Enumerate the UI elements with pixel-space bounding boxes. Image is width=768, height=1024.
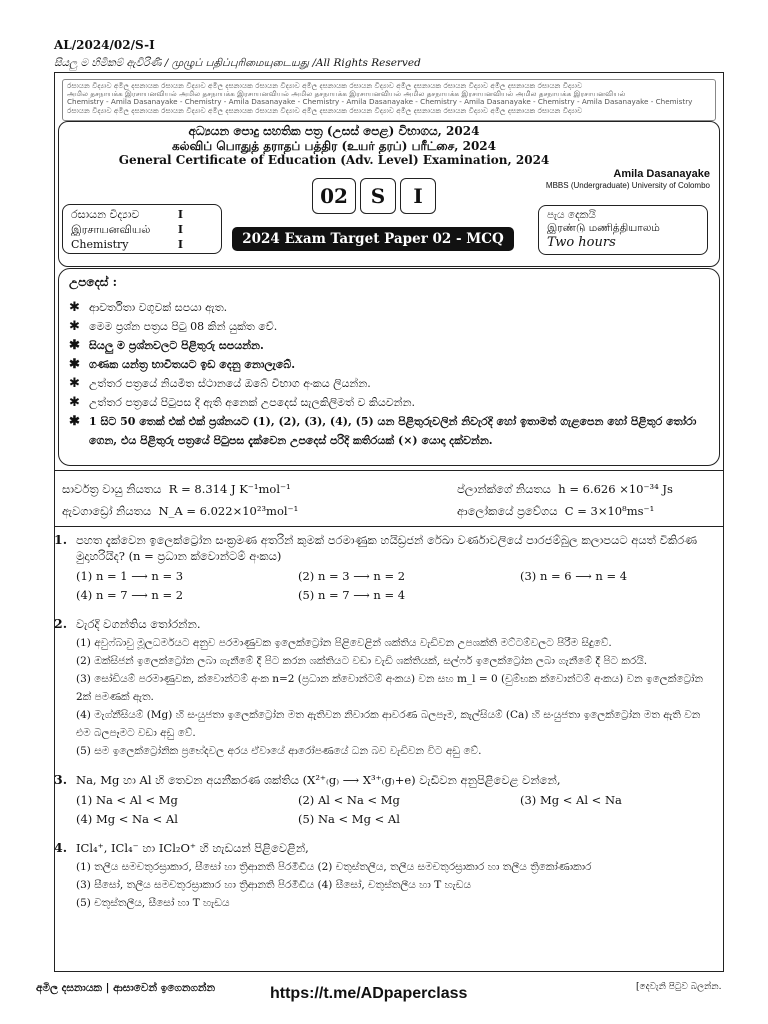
watermark-strip xyxy=(62,79,716,121)
questions-list xyxy=(54,532,724,918)
option: (4) n = 7 ⟶ n = 2 xyxy=(76,588,184,602)
subject-row xyxy=(71,208,213,223)
instruction-item: ✱ සියලු ම ප්‍රශ්නවලට පිළිතුරු සපයන්න. xyxy=(69,336,709,355)
exam-year-si: 2024 xyxy=(446,124,480,138)
light-speed-label: ආලෝකයේ ප්‍රවේගය xyxy=(457,503,558,518)
footer-author: අමිල දසනායක | ආසාවෙන් ඉගෙනගන්න xyxy=(36,982,215,994)
question-stem: වැරදි වගන්තිය තෝරන්න. xyxy=(76,617,201,631)
instructions-list xyxy=(69,298,709,450)
watermark-line: அமில தசநாயக்க இரசாயனவியல் அமில தசநாயக்க இரசாயனவியல் அமில தசநாயக்க இரசாயனவியல் அமில தசநாயக்க இரசாயனவியல் அமில தசநாயக்க இரசாயனவியல் xyxy=(67,89,626,99)
planck-constant xyxy=(387,482,712,497)
avogadro-constant xyxy=(62,504,387,519)
avogadro-constant-value: N_A = 6.022×10²³mol⁻¹ xyxy=(158,503,299,518)
subject-num: I xyxy=(177,238,183,251)
duration-box xyxy=(538,205,708,255)
option: (5) Na < Mg < Al xyxy=(298,812,400,826)
paper-banner: 2024 Exam Target Paper 02 - MCQ xyxy=(232,227,514,251)
option: (2) n = 3 ⟶ n = 2 xyxy=(298,569,406,583)
instruction-item: ✱ 1 සිට 50 තෙක් එක් එක් ප්‍රශ්නයට (1), (2), (3), (4), (5) යන පිළිතුරුවලින් නිවැරදි හෝ ඉතාමත් ගැළපෙන හෝ පිළිතුර තෝරා ගෙන, එය පිළිතුරු පත්‍රයේ පිටුපස දැක්වෙන උපදෙස් පරිදි කතිරයක් (×) යොදා දක්වන්න. xyxy=(69,412,709,450)
exam-year-en: 2024 xyxy=(515,153,550,167)
constants-block xyxy=(62,478,712,522)
light-speed-value: C = 3×10⁸ms⁻¹ xyxy=(564,503,655,518)
code-box-subject: S xyxy=(360,178,396,214)
option: (1) අවුෆ්බාවු මූලධර්මයට අනුව පරමාණුවක ඉලෙක්ට්‍රෝන පිළිවෙළින් ශක්තිය වැඩිවන උපශක්ති මට්ටම්වලට පිරීම සිදුවේ. xyxy=(76,637,612,649)
exam-title-ta: கல்விப் பொதுத் தராதப் பத்திர (உயர் தரப்) பரீட்சை, 2024 xyxy=(171,139,497,153)
option: (4) මැග්නීසියම් (Mg) හි සංයුජතා ඉලෙක්ට්‍රෝන මත ඇතිවන නිවාරක ආවරණ බලපෑම, කැල්සියම් (Ca) හි සංයුජතා ඉලෙක්ට්‍රෝන මත ඇති වන එම බලපෑමට වඩා අඩු වේ. xyxy=(76,709,701,739)
code-box-part: I xyxy=(400,178,436,214)
watermark-line: Chemistry - Amila Dasanayake - Chemistry - Amila Dasanayake - Chemistry - Amila Dasanayake - Chemistry - Amila Dasanayake - Chemistry - Amila Dasanayake - Chemistry xyxy=(67,97,693,107)
duration-ta: இரண்டு மணித்தியாலம் xyxy=(547,222,660,234)
question-options xyxy=(76,858,714,912)
paper-code-boxes xyxy=(312,178,436,214)
constants-row xyxy=(62,478,712,500)
instruction-item: ✱ මෙම ප්‍රශ්න පත්‍රය පිටු 08 කින් යුක්ත වේ. xyxy=(69,317,709,336)
author-name: Amila Dasanayake xyxy=(613,168,710,180)
subject-num: I xyxy=(177,223,183,236)
question-options xyxy=(76,791,714,828)
subject-name-si: රසායන විද්‍යාව xyxy=(71,208,140,221)
avogadro-constant-label: ඇවගාඩ්‍රෝ නියතය xyxy=(62,503,152,518)
exam-title-si-text: අධ්‍යයන පොදු සහතික පත්‍ර (උසස් පෙළ) විභාගය, xyxy=(188,124,442,138)
option: (2) ඔක්සිජන් ඉලෙක්ට්‍රෝන ලබා ගැනීමේ දී පිට කරන ශක්තියට වඩා වැඩි ශක්තියක්, සල්ෆර් ඉලෙක්ට්‍රෝන ලබා ගැනීමේ දී පිට කරයි. xyxy=(76,655,648,667)
question-4 xyxy=(54,840,714,912)
question-number: 3. xyxy=(54,772,68,787)
question-stem: Na, Mg හා Al හි තෙවන අයනීකරණ ශක්තිය (X²⁺₍g₎ ⟶ X³⁺₍g₎+e) වැඩිවන අනුපිළිවෙළ වන්නේ, xyxy=(76,773,561,787)
subject-box xyxy=(62,204,222,254)
question-2 xyxy=(54,616,714,760)
divider xyxy=(54,470,724,471)
subject-name-ta: இரசாயனவியல் xyxy=(71,223,151,236)
exam-title-en-text: General Certificate of Education (Adv. Level) Examination, xyxy=(118,153,512,167)
option: (5) සම ඉලෙක්ට්‍රෝනික ප්‍රභේදවල අරය ඒවායේ ආරෝපණයේ ධන බව වැඩිවන විට අඩු වේ. xyxy=(76,745,482,757)
question-1 xyxy=(54,532,714,604)
paper-code: AL/2024/02/S-I xyxy=(54,38,155,52)
subject-num: I xyxy=(177,208,183,221)
duration-si: පැය දෙකයි xyxy=(547,209,596,221)
gas-constant-value: R = 8.314 J K⁻¹mol⁻¹ xyxy=(168,481,291,496)
instruction-item: ✱ උත්තර පත්‍රයේ පිටුපස දී ඇති අනෙක් උපදෙස් සැලකිලිමත් ව කියවන්න. xyxy=(69,393,709,412)
option: (5) n = 7 ⟶ n = 4 xyxy=(298,588,406,602)
watermark-line: රසායන විද්‍යාව අමිල දසනායක රසායන විද්‍යාව අමිල දසනායක රසායන විද්‍යාව අමිල දසනායක රසායන විද්‍යාව අමිල දසනායක රසායන විද්‍යාව අමිල දසනායක රසායන විද්‍යාව xyxy=(67,81,583,90)
watermark-line: රසායන විද්‍යාව අමිල දසනායක රසායන විද්‍යාව අමිල දසනායක රසායන විද්‍යාව අමිල දසනායක රසායන විද්‍යාව අමිල දසනායක රසායන විද්‍යාව අමිල දසනායක රසායන විද්‍යාව xyxy=(67,105,583,115)
code-box-paper: 02 xyxy=(312,178,356,214)
instruction-item: ✱ ගණක යන්ත්‍ර භාවිතයට ඉඩ දෙනු නොලැබේ. xyxy=(69,355,709,374)
rights-line: සියලු ම හිමිකම් ඇවිරිණි / முழுப் பதிப்புரிமையுடையது /All Rights Reserved xyxy=(54,57,421,69)
question-stem: පහත දැක්වෙන ඉලෙක්ට්‍රෝන සංක්‍රමණ අතරින් කුමක් පරමාණුක හයිඩ්‍රජන් රේඛා වර්ණාවලියේ පාරජම්බුල කලාපයට අයත් විකිරණ මුදාහරියිද? (n = ප්‍රධාන ක්වොන්ටම් අංකය) xyxy=(76,533,698,563)
footer-telegram-link[interactable]: https://t.me/ADpaperclass xyxy=(270,985,468,1002)
question-number: 2. xyxy=(54,616,68,631)
question-options xyxy=(76,567,714,604)
option: (4) Mg < Na < Al xyxy=(76,812,178,826)
option: (3) Mg < Al < Na xyxy=(520,793,622,807)
planck-constant-label: ප්ලාන්ක්ගේ නියතය xyxy=(457,481,551,496)
instruction-item: ✱ උත්තර පත්‍රයේ නියමිත ස්ථානයේ ඔබේ විභාග අංකය ලියන්න. xyxy=(69,374,709,393)
author-credentials: MBBS (Undergraduate) University of Colombo xyxy=(545,181,710,190)
light-speed xyxy=(387,504,712,519)
option: (3) සෝඩියම් පරමාණුවක, ක්වොන්ටම් අංක n=2 (ප්‍රධාන ක්වොන්ටම් අංකය) වන සහ m_l = 0 (චුම්භක ක්වොන්ටම් අංකය) වන ඉලෙක්ට්‍රෝන 2ක් පමණක් ඇත. xyxy=(76,673,703,703)
divider xyxy=(54,526,724,527)
duration-en: Two hours xyxy=(547,235,616,250)
gas-constant-label: සාර්වත්‍ර වායු නියතය xyxy=(62,481,162,496)
subject-name-en: Chemistry xyxy=(71,238,129,251)
question-options xyxy=(76,634,714,760)
subject-row xyxy=(71,238,213,253)
question-number: 1. xyxy=(54,532,68,547)
option: (3) n = 6 ⟶ n = 4 xyxy=(520,569,628,583)
question-number: 4. xyxy=(54,840,68,855)
option: (2) Al < Na < Mg xyxy=(298,793,400,807)
constants-row xyxy=(62,500,712,522)
instructions-title: උපදෙස් : xyxy=(69,275,118,289)
footer-next-page: [දෙවැනි පිටුව බලන්න. xyxy=(636,982,722,992)
planck-constant-value: h = 6.626 ×10⁻³⁴ Js xyxy=(558,481,673,496)
instructions-box xyxy=(58,268,720,466)
subject-row xyxy=(71,223,213,238)
exam-title-si xyxy=(0,124,668,139)
option: (5) චතුස්තලීය, සීසෝ හා T හැඩය xyxy=(76,897,230,909)
option: (1) Na < Al < Mg xyxy=(76,793,178,807)
exam-title-en xyxy=(0,153,668,167)
question-3 xyxy=(54,772,714,828)
option: (3) සීසෝ, තලීය සමචතුරස්‍රාකාර හා ත්‍රිආනති පිරමීඩීය (4) සීසෝ, චතුස්තලීය හා T හැඩය xyxy=(76,879,472,891)
instruction-item: ✱ ආවර්තිතා වගුවක් සපයා ඇත. xyxy=(69,298,709,317)
option: (1) තලීය සමචතුරස්‍රාකාර, සීසෝ හා ත්‍රිආනති පිරමීඩීය (2) චතුස්තලීය, තලීය සමචතුරස්‍රාකාර හා තලීය ත්‍රිකෝණාකාර xyxy=(76,861,592,873)
gas-constant xyxy=(62,482,387,497)
question-stem: ICl₄⁺, ICl₄⁻ හා ICl₂O⁺ හි හැඩයන් පිළිවෙළින්, xyxy=(76,841,309,855)
option: (1) n = 1 ⟶ n = 3 xyxy=(76,569,184,583)
